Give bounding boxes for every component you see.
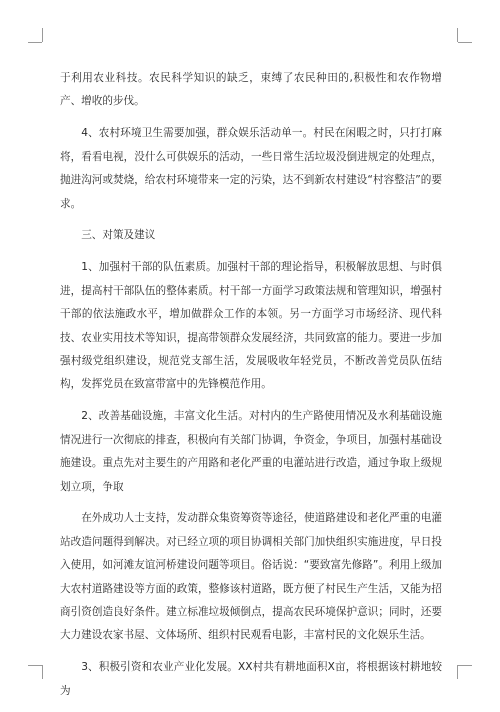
crop-mark-top-right bbox=[458, 42, 472, 43]
crop-mark-top-left bbox=[28, 42, 42, 43]
paragraph-investment: 3、积极引资和农业产业化发展。XX村共有耕地面积X亩，将根据该村耕地较为 bbox=[60, 661, 442, 697]
paragraph-infrastructure-continued: 在外成功人士支持，发动群众集资筹资等途径，使道路建设和老化严重的电灌站改造问题得到解决。对已经立项的项目协调相关部门加快组织实施进度，早日投入使用，如河滩友谊河桥建设问题等项目。俗话说：“要致富先修路”。利用上级加大农村道路建设等方面的政策，整修该村道路，既方便了村民生产生活，又能为招商引资创造良好条件。建立标准垃圾倾倒点，提高农民环境保护意识；同时，还要大力建设农家书屋、文体场所、组织村民观看电影，丰富村民的文化娱乐生活。 bbox=[60, 512, 442, 642]
crop-mark-bottom-left bbox=[28, 665, 42, 666]
document-body bbox=[60, 67, 442, 712]
crop-mark-top-left bbox=[42, 28, 43, 42]
crop-mark-bottom-right bbox=[457, 665, 458, 679]
paragraph-cadre-quality: 1、加强村干部的队伍素质。加强村干部的理论指导，积极解放思想、与时俱进，提高村干部队伍的整体素质。村干部一方面学习政策法规和管理知识，增强村干部的依法施政水平，增加做群众工作的本领。另一方面学习市场经济、现代科技、农业实用技术等知识，提高带领群众发展经济，共同致富的能力。要进一步加强村级党组织建设，规范党支部生活，发展吸收年轻党员，不断改善党员队伍结构，发挥党员在致富带富中的先锋模范作用。 bbox=[60, 261, 442, 391]
paragraph-infrastructure: 2、改善基础设施，丰富文化生活。对村内的生产路使用情况及水利基础设施情况进行一次彻底的排查，积极向有关部门协调，争资金，争项目，加强村基础设施建设。重点先对主要生的产用路和老化严重的电灌站进行改造，通过争取上级规划立项，争取 bbox=[60, 410, 442, 493]
crop-mark-top-right bbox=[457, 28, 458, 42]
section-heading: 三、对策及建议 bbox=[81, 229, 156, 242]
crop-mark-bottom-left bbox=[42, 665, 43, 679]
crop-mark-bottom-right bbox=[458, 665, 472, 666]
paragraph-continuation: 于利用农业科技。农民科学知识的缺乏，束缚了农民种田的,积极性和农作物增产、增收的步伐。 bbox=[60, 72, 442, 108]
paragraph-environment: 4、农村环境卫生需要加强，群众娱乐活动单一。村民在闲暇之时，只打打麻将，看看电视，没什么可供娱乐的活动，一些日常生活垃圾没倒进规定的处理点，抛进沟河或焚烧，给农村环境带来一定的污染，达不到新农村建设“村容整洁”的要求。 bbox=[60, 127, 442, 210]
